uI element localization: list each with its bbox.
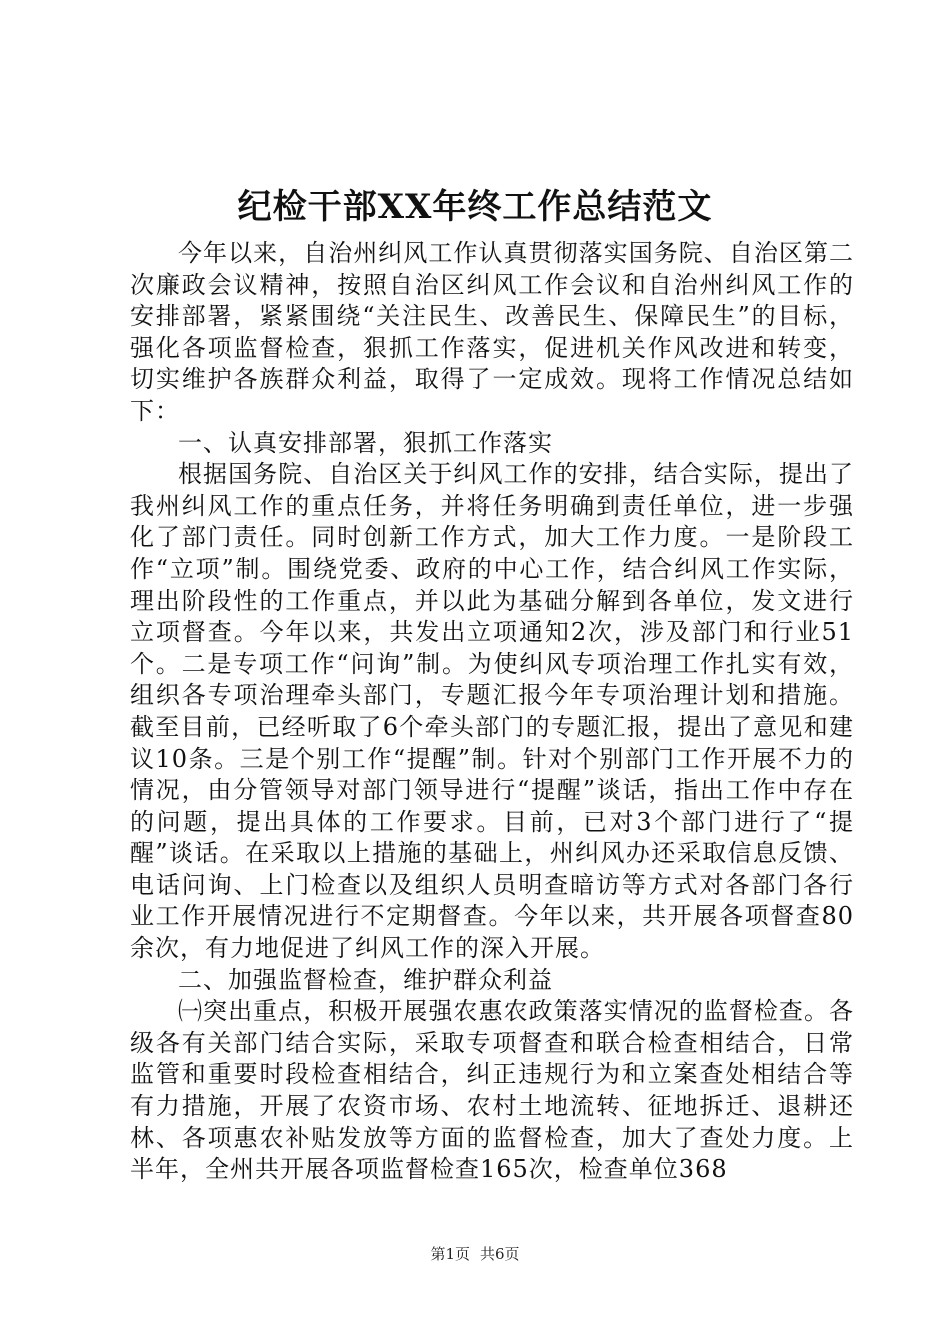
section-1-paragraph: 根据国务院、自治区关于纠风工作的安排，结合实际，提出了我州纠风工作的重点任务，并将任务明确到责任单位，进一步强化了部门责任。同时创新工作方式，加大工作力度。一是阶段工作“立项”制。围绕党委、政府的中心工作，结合纠风工作实际，理出阶段性的工作重点，并以此为基础分解到各单位，发文进行立项督查。今年以来，共发出立项通知2次，涉及部门和行业51个。二是专项工作“问询”制。为使纠风专项治理工作扎实有效，组织各专项治理牵头部门，专题汇报今年专项治理计划和措施。截至目前，已经听取了6个牵头部门的专题汇报，提出了意见和建议10条。三是个别工作“提醒”制。针对个别部门工作开展不力的情况，由分管领导对部门领导进行“提醒”谈话，指出工作中存在的问题，提出具体的工作要求。目前，已对3个部门进行了“提醒”谈话。在采取以上措施的基础上，州纠风办还采取信息反馈、电话问询、上门检查以及组织人员明查暗访等方式对各部门各行业工作开展情况进行不定期督查。今年以来，共开展各项督查80余次，有力地促进了纠风工作的深入开展。 xyxy=(130,460,854,963)
page-total: 共6页 xyxy=(480,1245,520,1263)
page-footer xyxy=(0,1244,950,1264)
page-number: 第1页 xyxy=(430,1245,470,1263)
intro-paragraph: 今年以来，自治州纠风工作认真贯彻落实国务院、自治区第二次廉政会议精神，按照自治区纠风工作会议和自治州纠风工作的安排部署，紧紧围绕“关注民生、改善民生、保障民生”的目标，强化各项监督检查，狠抓工作落实，促进机关作风改进和转变，切实维护各族群众利益，取得了一定成效。现将工作情况总结如下： xyxy=(130,239,854,425)
section-heading-1: 一、认真安排部署，狠抓工作落实 xyxy=(178,428,553,457)
document-title: 纪检干部XX年终工作总结范文 xyxy=(237,187,713,227)
document-body xyxy=(130,238,854,1186)
section-heading-2: 二、加强监督检查，维护群众利益 xyxy=(178,965,553,994)
section-2-paragraph: ㈠突出重点，积极开展强农惠农政策落实情况的监督检查。各级各有关部门结合实际，采取专项督查和联合检查相结合，日常监管和重要时段检查相结合，纠正违规行为和立案查处相结合等有力措施，开展了农资市场、农村土地流转、征地拆迁、退耕还林、各项惠农补贴发放等方面的监督检查，加大了查处力度。上半年，全州共开展各项监督检查165次，检查单位368 xyxy=(130,997,854,1184)
